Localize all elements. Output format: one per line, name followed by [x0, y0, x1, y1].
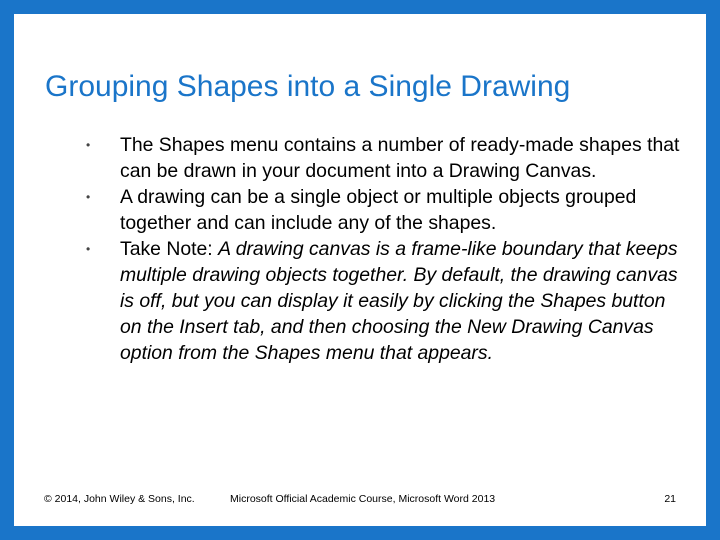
bullet-item	[14, 236, 680, 366]
footer-copyright: © 2014, John Wiley & Sons, Inc.	[44, 493, 195, 505]
footer-page-number: 21	[664, 493, 676, 505]
bullet-item	[14, 132, 680, 184]
bullet-marker: •	[86, 242, 91, 256]
footer-course: Microsoft Official Academic Course, Microsoft Word 2013	[230, 493, 496, 505]
bullet-item	[14, 184, 680, 236]
bullet-list	[14, 132, 706, 366]
bullet-text: A drawing can be a single object or multiple objects grouped together and can include any of the shapes.	[120, 186, 637, 234]
bullet-text: The Shapes menu contains a number of ready-made shapes that can be drawn in your document into a Drawing Canvas.	[120, 134, 680, 182]
slide-title: Grouping Shapes into a Single Drawing	[45, 70, 571, 103]
bullet-marker: •	[86, 138, 91, 152]
bullet-marker: •	[86, 190, 91, 204]
slide	[14, 14, 706, 526]
take-note-text: A drawing canvas is a frame-like boundary that keeps multiple drawing objects together. By default, the drawing canvas is off, but you can display it easily by clicking the Shapes button on the Insert tab, and then choosing the New Drawing Canvas option from the Shapes menu that appears.	[120, 238, 678, 364]
take-note-label: Take Note:	[120, 238, 213, 260]
